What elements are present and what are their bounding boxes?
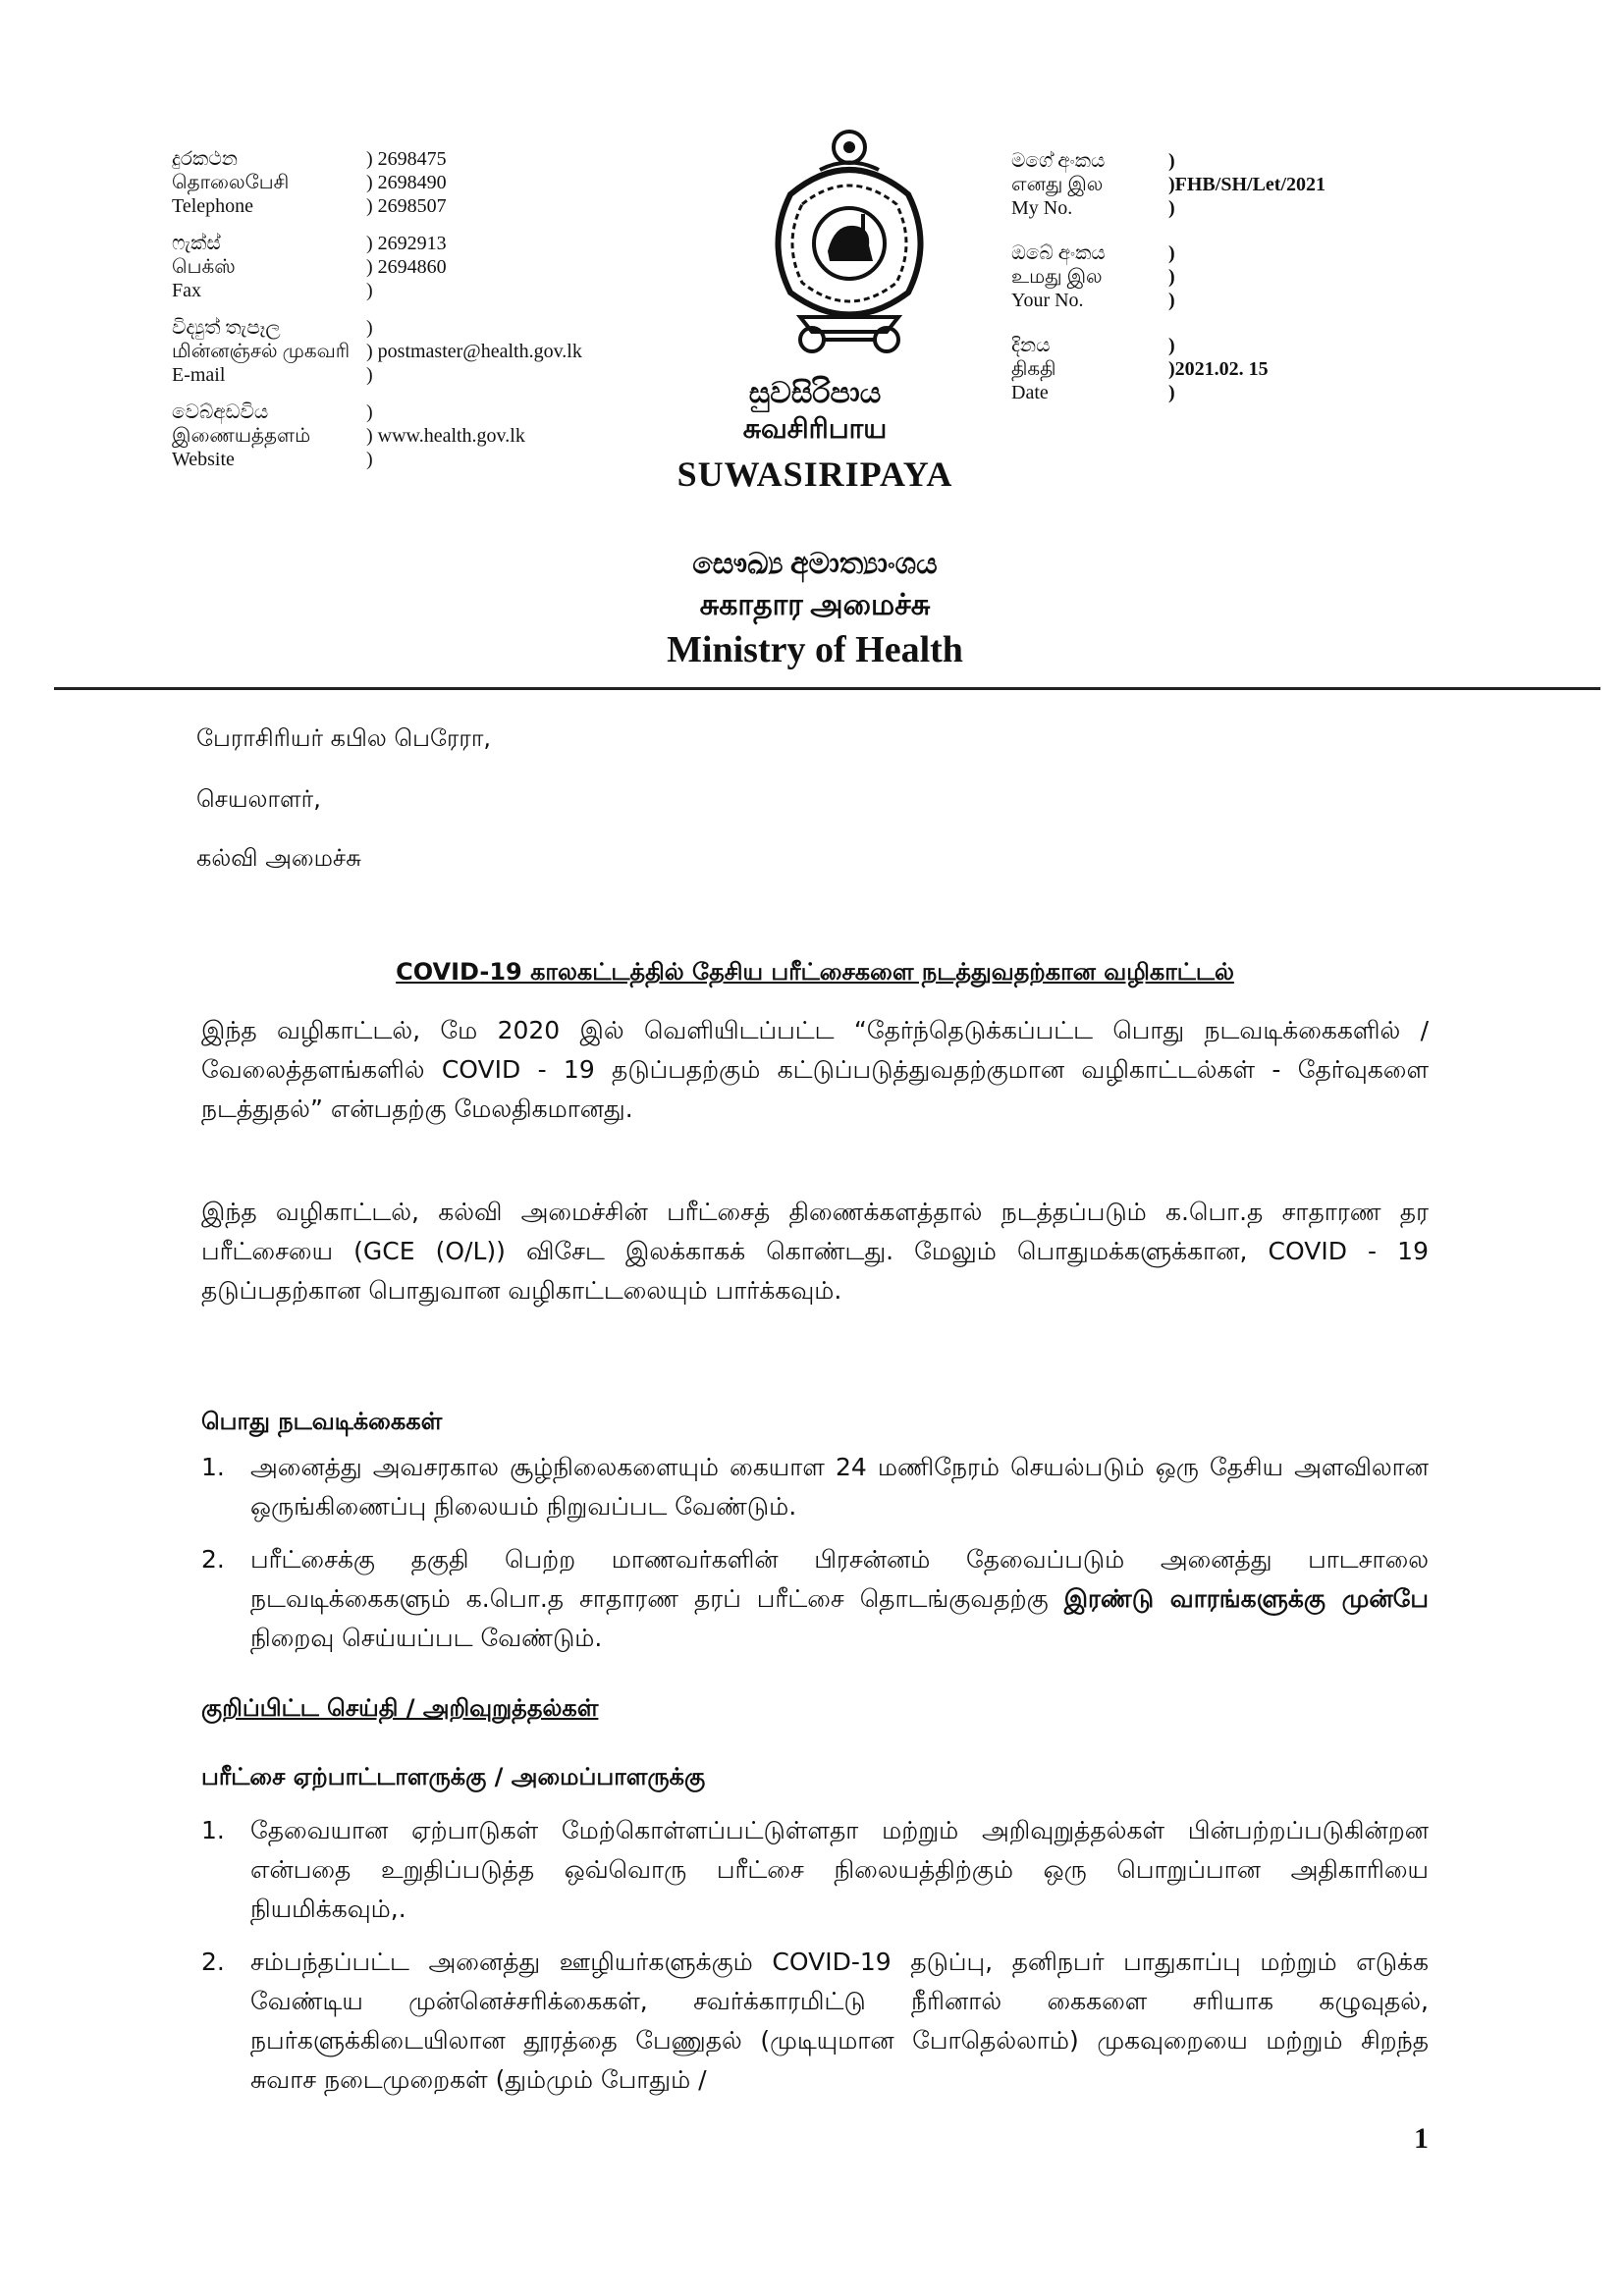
list-item: 1. அனைத்து அவசரகால சூழ்நிலைகளையும் கையாள 24 மணிநேரம் செயல்படும் ஒரு தேசிய அளவிலான ஒருங்கிணைப்பு நிலையம் நிறுவப்பட வேண்டும்.	[201, 1453, 1429, 1521]
ministry-sinhala: සෞඛ්‍ය අමාත්‍යාංශය	[692, 548, 938, 580]
page-number: 1	[1414, 2122, 1429, 2155]
contact-fax: ෆැක්ස් ) 2692913 பெக்ஸ் ) 2694860 Fax )	[172, 233, 447, 301]
ref-your-no: ඔබේ අංකය ) உமது இல ) Your No. )	[1011, 242, 1175, 311]
national-emblem-icon	[761, 126, 938, 371]
organizer-instructions-list	[201, 1811, 1429, 2113]
specific-instructions-heading: குறிப்பிட்ட செய்தி / அறிவுறுத்தல்கள்	[201, 1694, 599, 1722]
contact-website: වෙබ්අඩවිය ) இணையத்தளம் ) www.health.gov.lk Website )	[172, 401, 525, 470]
contact-telephone: දුරකථන ) 2698475 தொலைபேசி ) 2698490 Telephone ) 2698507	[172, 148, 447, 217]
letter-title: COVID-19 காலகட்டத்தில் தேசிய பரீட்சைகளை நடத்துவதற்கான வழிகாட்டல்	[396, 958, 1234, 986]
organizers-heading: பரீட்சை ஏற்பாட்டாளருக்கு / அமைப்பாளருக்கு	[201, 1763, 706, 1790]
list-item: 2. சம்பந்தப்பட்ட அனைத்து ஊழியர்களுக்கும் COVID-19 தடுப்பு, தனிநபர் பாதுகாப்பு மற்றும் எடுக்க வேண்டிய முன்னெச்சரிக்கைகள், சவர்க்காரமிட்டு நீரினால் கைகளை சரியாக கழுவுதல், நபர்களுக்கிடையிலான தூரத்தை பேணுதல் (முடியுமான போதெல்லாம்) முகவுறையை மற்றும் சிறந்த சுவாச நடைமுறைகள் (தும்மும் போதும் /	[201, 1948, 1429, 2094]
addressee-position: செயலாளர்,	[196, 785, 321, 813]
reference-block	[1011, 149, 1443, 426]
list-item: 1. தேவையான ஏற்பாடுகள் மேற்கொள்ளப்பட்டுள்ளதா மற்றும் அறிவுறுத்தல்கள் பின்பற்றப்படுகின்றன என்பதை உறுதிப்படுத்த ஒவ்வொரு பரீட்சை நிலையத்திற்கும் ஒரு பொறுப்பான அதிகாரியை நியமிக்கவும்,.	[201, 1816, 1429, 1923]
brand-english: SUWASIRIPAYA	[676, 454, 953, 494]
emphasis-text: இரண்டு வாரங்களுக்கு முன்பே	[1063, 1584, 1430, 1613]
brand-tamil: சுவசிரிபாய	[742, 414, 888, 445]
contact-block	[172, 147, 682, 485]
ref-my-no: මගේ අංකය ) எனது இல )FHB/SH/Let/2021 My No. )	[1011, 150, 1325, 219]
addressee-ministry: கல்வி அமைச்சு	[196, 844, 361, 872]
addressee-name: பேராசிரியர் கபில பெரேரா,	[196, 724, 491, 752]
header-divider	[54, 687, 1600, 690]
ministry-tamil: சுகாதார அமைச்சு	[699, 589, 931, 621]
general-measures-list	[201, 1448, 1429, 1672]
paragraph-2: இந்த வழிகாட்டல், கல்வி அமைச்சின் பரீட்சைத் திணைக்களத்தால் நடத்தப்படும் க.பொ.த சாதாரண தர பரீட்சையை (GCE (O/L)) விசேட இலக்காகக் கொண்டது. மேலும் பொதுமக்களுக்கான, COVID - 19 தடுப்பதற்கான பொதுவான வழிகாட்டலையும் பார்க்கவும்.	[201, 1198, 1429, 1305]
ref-date: දිනය ) திகதி )2021.02. 15 Date )	[1011, 335, 1269, 403]
brand-sinhala: සුවසිරිපාය	[748, 377, 882, 409]
general-measures-heading: பொது நடவடிக்கைகள்	[201, 1408, 443, 1435]
contact-email: විද්‍යුත් තැපෑල ) மின்னஞ்சல் முகவரி ) postmaster@health.gov.lk E-mail )	[172, 317, 582, 386]
list-item: 2. பரீட்சைக்கு தகுதி பெற்ற மாணவர்களின் பிரசன்னம் தேவைப்படும் அனைத்து பாடசாலை நடவடிக்கைகளும் க.பொ.த சாதாரண தரப் பரீட்சை தொடங்குவதற்கு இரண்டு வாரங்களுக்கு முன்பே நிறைவு செய்யப்பட வேண்டும்.	[201, 1545, 1430, 1652]
paragraph-1: இந்த வழிகாட்டல், மே 2020 இல் வெளியிடப்பட்ட “தேர்ந்தெடுக்கப்பட்ட பொது நடவடிக்கைகளில் / வேலைத்தளங்களில் COVID - 19 தடுப்பதற்கும் கட்டுப்படுத்துவதற்குமான வழிகாட்டல்கள் - தேர்வுகளை நடத்துதல்” என்பதற்கு மேலதிகமானது.	[201, 1016, 1429, 1123]
ministry-english: Ministry of Health	[667, 629, 963, 670]
